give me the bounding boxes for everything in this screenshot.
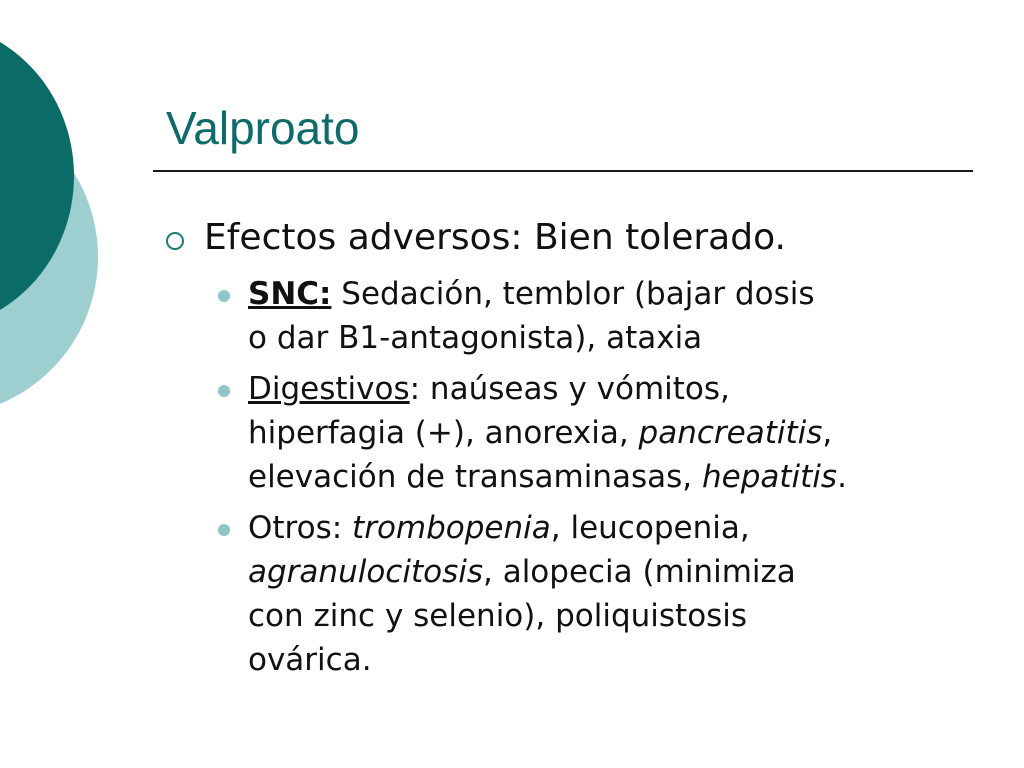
filled-circle-bullet-icon (218, 524, 230, 536)
item-italic-text: trombopenia (352, 510, 551, 546)
sub-bullet-list (218, 272, 978, 689)
list-item-digestivos (218, 367, 978, 499)
list-item-line (248, 550, 978, 594)
item-text: , alopecia (minimiza (482, 554, 796, 590)
item-italic-text: pancreatitis (638, 415, 823, 451)
item-text: elevación de transaminasas, (248, 459, 702, 495)
list-item-line: con zinc y selenio), poliquistosis (248, 598, 748, 634)
list-item-line (248, 506, 978, 550)
item-text: hiperfagia (+), anorexia, (248, 415, 639, 451)
slide-title: Valproato (166, 102, 360, 154)
list-item-otros (218, 506, 978, 682)
list-item-line: ovárica. (248, 642, 372, 678)
item-italic-text: hepatitis (701, 459, 838, 495)
filled-circle-bullet-icon (218, 290, 230, 302)
list-item-line (248, 411, 978, 455)
item-text: Sedación, temblor (bajar dosis (331, 276, 815, 312)
item-heading: Otros: (248, 510, 353, 546)
title-divider (153, 170, 973, 172)
item-text: , (822, 415, 833, 451)
item-italic-text: agranulocitosis (248, 554, 483, 590)
item-text: . (837, 459, 847, 495)
list-item-line (248, 455, 978, 499)
item-text: , leucopenia, (550, 510, 750, 546)
main-bullet-text: Efectos adversos: Bien tolerado. (204, 217, 786, 258)
list-item-line (248, 272, 978, 316)
list-item-line (248, 367, 978, 411)
item-heading: Digestivos (248, 371, 410, 407)
list-item-snc (218, 272, 978, 360)
filled-circle-bullet-icon (218, 385, 230, 397)
list-item-line: o dar B1-antagonista), ataxia (248, 320, 703, 356)
item-text: : naúseas y vómitos, (409, 371, 730, 407)
item-heading: SNC: (248, 276, 332, 312)
hollow-circle-bullet-icon (166, 232, 184, 250)
